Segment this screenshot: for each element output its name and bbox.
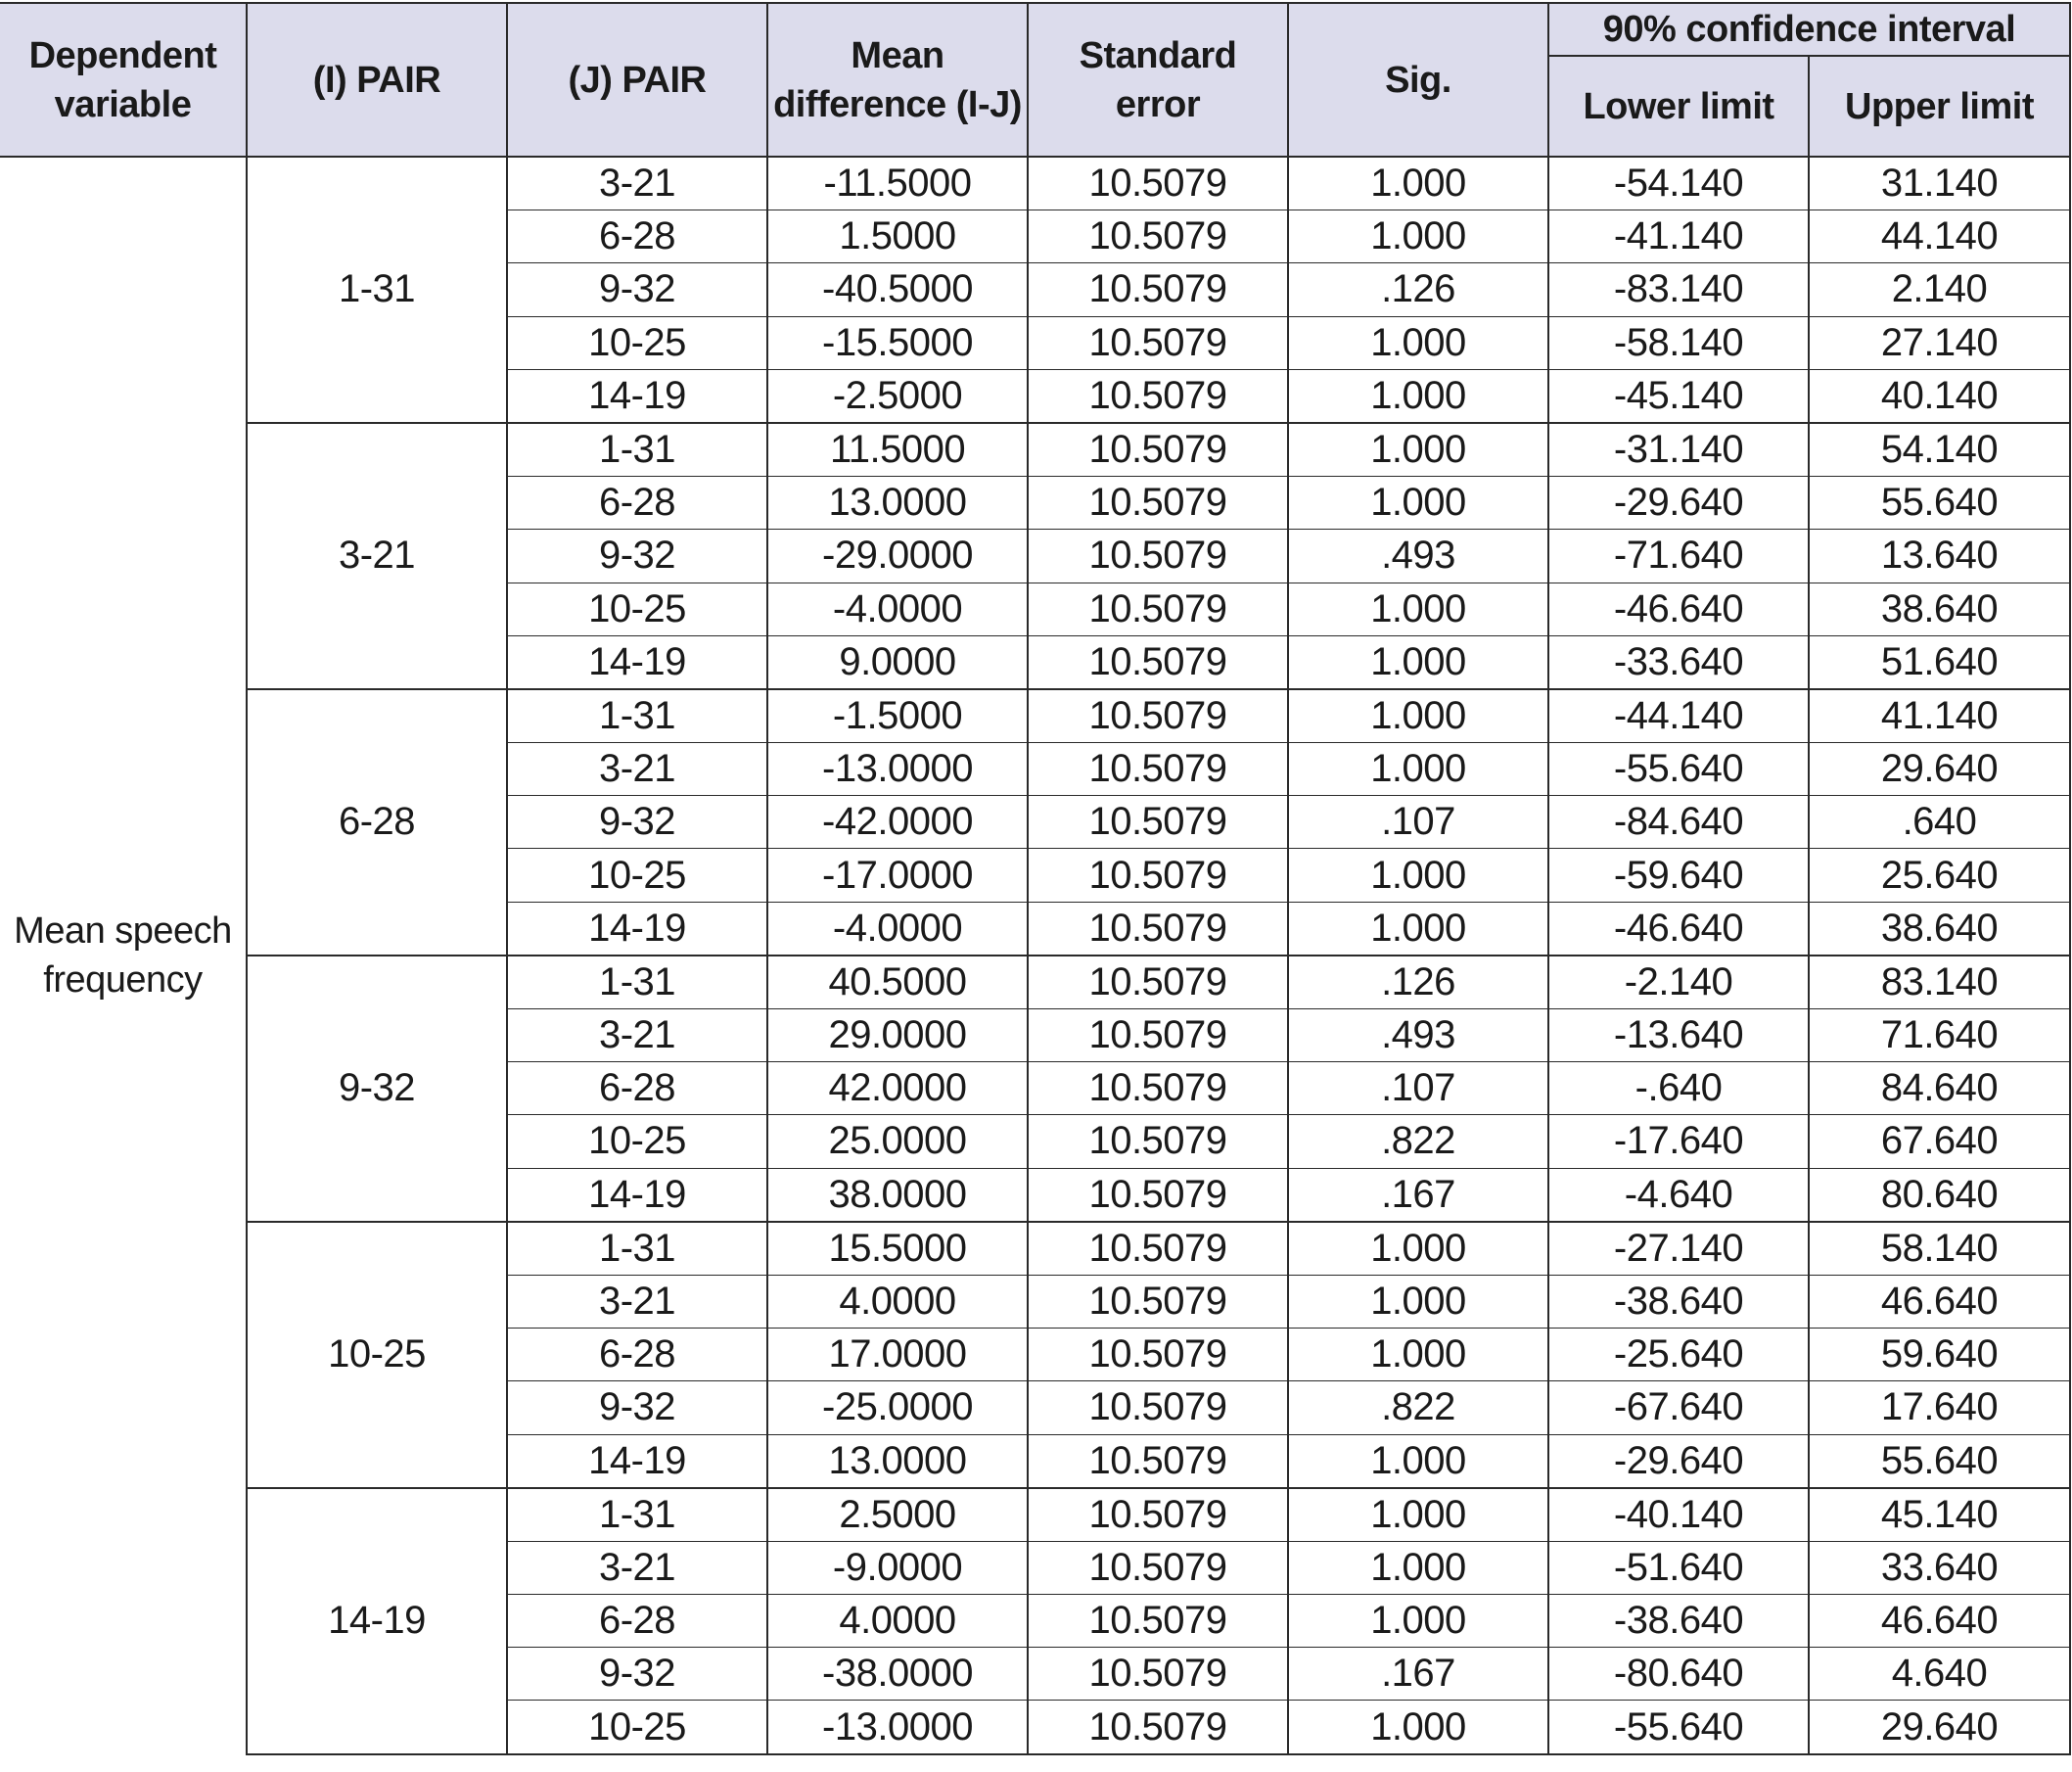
standard-error-cell: 10.5079	[1028, 316, 1288, 369]
upper-limit-cell: 55.640	[1809, 477, 2070, 530]
lower-limit-cell: -45.140	[1548, 369, 1809, 423]
j-pair-cell: 6-28	[507, 477, 767, 530]
header-confidence-interval: 90% confidence interval	[1548, 3, 2070, 56]
upper-limit-cell: 38.640	[1809, 902, 2070, 956]
table-body	[0, 157, 2070, 1754]
standard-error-cell: 10.5079	[1028, 263, 1288, 316]
upper-limit-cell: 29.640	[1809, 1701, 2070, 1754]
table-row	[0, 157, 2070, 210]
upper-limit-cell: 54.140	[1809, 423, 2070, 477]
i-pair-cell: 14-19	[247, 1488, 507, 1754]
upper-limit-cell: 80.640	[1809, 1168, 2070, 1222]
upper-limit-cell: 51.640	[1809, 635, 2070, 689]
sig-cell: 1.000	[1288, 1275, 1548, 1328]
sig-cell: .167	[1288, 1168, 1548, 1222]
mean-difference-cell: 13.0000	[767, 477, 1028, 530]
standard-error-cell: 10.5079	[1028, 689, 1288, 743]
mean-difference-cell: -11.5000	[767, 157, 1028, 210]
lower-limit-cell: -4.640	[1548, 1168, 1809, 1222]
lower-limit-cell: -58.140	[1548, 316, 1809, 369]
j-pair-cell: 14-19	[507, 369, 767, 423]
mean-difference-cell: 38.0000	[767, 1168, 1028, 1222]
lower-limit-cell: -25.640	[1548, 1329, 1809, 1381]
standard-error-cell: 10.5079	[1028, 1595, 1288, 1648]
standard-error-cell: 10.5079	[1028, 743, 1288, 796]
sig-cell: .822	[1288, 1115, 1548, 1168]
j-pair-cell: 1-31	[507, 956, 767, 1009]
standard-error-cell: 10.5079	[1028, 1541, 1288, 1594]
sig-cell: .107	[1288, 1062, 1548, 1115]
upper-limit-cell: 17.640	[1809, 1381, 2070, 1434]
mean-difference-cell: -15.5000	[767, 316, 1028, 369]
sig-cell: 1.000	[1288, 689, 1548, 743]
sig-cell: 1.000	[1288, 1595, 1548, 1648]
upper-limit-cell: 29.640	[1809, 743, 2070, 796]
j-pair-cell: 14-19	[507, 902, 767, 956]
mean-difference-cell: 2.5000	[767, 1488, 1028, 1542]
lower-limit-cell: -67.640	[1548, 1381, 1809, 1434]
i-pair-cell: 3-21	[247, 423, 507, 689]
j-pair-cell: 1-31	[507, 1222, 767, 1276]
lower-limit-cell: -84.640	[1548, 796, 1809, 849]
sig-cell: 1.000	[1288, 743, 1548, 796]
mean-difference-cell: -4.0000	[767, 902, 1028, 956]
mean-difference-cell: 4.0000	[767, 1275, 1028, 1328]
lower-limit-cell: -41.140	[1548, 210, 1809, 263]
header-i-pair: (I) PAIR	[247, 3, 507, 157]
table-row	[0, 423, 2070, 477]
j-pair-cell: 10-25	[507, 1115, 767, 1168]
j-pair-cell: 3-21	[507, 743, 767, 796]
lower-limit-cell: -80.640	[1548, 1648, 1809, 1701]
upper-limit-cell: 83.140	[1809, 956, 2070, 1009]
standard-error-cell: 10.5079	[1028, 1381, 1288, 1434]
mean-difference-cell: 1.5000	[767, 210, 1028, 263]
standard-error-cell: 10.5079	[1028, 1115, 1288, 1168]
mean-difference-cell: 13.0000	[767, 1434, 1028, 1488]
standard-error-cell: 10.5079	[1028, 477, 1288, 530]
sig-cell: 1.000	[1288, 369, 1548, 423]
sig-cell: .493	[1288, 530, 1548, 583]
table-row	[0, 1222, 2070, 1276]
lower-limit-cell: -13.640	[1548, 1009, 1809, 1062]
mean-difference-cell: 25.0000	[767, 1115, 1028, 1168]
sig-cell: 1.000	[1288, 635, 1548, 689]
mean-difference-cell: 11.5000	[767, 423, 1028, 477]
lower-limit-cell: -38.640	[1548, 1275, 1809, 1328]
table-row	[0, 1488, 2070, 1542]
standard-error-cell: 10.5079	[1028, 583, 1288, 635]
upper-limit-cell: 2.140	[1809, 263, 2070, 316]
j-pair-cell: 3-21	[507, 1275, 767, 1328]
upper-limit-cell: 45.140	[1809, 1488, 2070, 1542]
lower-limit-cell: -33.640	[1548, 635, 1809, 689]
j-pair-cell: 9-32	[507, 1648, 767, 1701]
lower-limit-cell: -51.640	[1548, 1541, 1809, 1594]
lower-limit-cell: -.640	[1548, 1062, 1809, 1115]
sig-cell: .126	[1288, 263, 1548, 316]
lower-limit-cell: -46.640	[1548, 583, 1809, 635]
standard-error-cell: 10.5079	[1028, 423, 1288, 477]
header-j-pair: (J) PAIR	[507, 3, 767, 157]
j-pair-cell: 9-32	[507, 263, 767, 316]
sig-cell: 1.000	[1288, 1329, 1548, 1381]
sig-cell: .107	[1288, 796, 1548, 849]
standard-error-cell: 10.5079	[1028, 1168, 1288, 1222]
j-pair-cell: 1-31	[507, 689, 767, 743]
sig-cell: 1.000	[1288, 423, 1548, 477]
header-upper-limit: Upper limit	[1809, 56, 2070, 157]
mean-difference-cell: 4.0000	[767, 1595, 1028, 1648]
standard-error-cell: 10.5079	[1028, 849, 1288, 902]
standard-error-cell: 10.5079	[1028, 796, 1288, 849]
i-pair-cell: 10-25	[247, 1222, 507, 1488]
mean-difference-cell: 40.5000	[767, 956, 1028, 1009]
j-pair-cell: 9-32	[507, 796, 767, 849]
j-pair-cell: 9-32	[507, 1381, 767, 1434]
standard-error-cell: 10.5079	[1028, 530, 1288, 583]
lower-limit-cell: -44.140	[1548, 689, 1809, 743]
standard-error-cell: 10.5079	[1028, 956, 1288, 1009]
sig-cell: 1.000	[1288, 316, 1548, 369]
sig-cell: 1.000	[1288, 157, 1548, 210]
sig-cell: .822	[1288, 1381, 1548, 1434]
mean-difference-cell: -25.0000	[767, 1381, 1028, 1434]
sig-cell: 1.000	[1288, 1701, 1548, 1754]
standard-error-cell: 10.5079	[1028, 1701, 1288, 1754]
j-pair-cell: 3-21	[507, 1541, 767, 1594]
lower-limit-cell: -40.140	[1548, 1488, 1809, 1542]
mean-difference-cell: -4.0000	[767, 583, 1028, 635]
j-pair-cell: 3-21	[507, 157, 767, 210]
upper-limit-cell: 71.640	[1809, 1009, 2070, 1062]
sig-cell: 1.000	[1288, 1488, 1548, 1542]
mean-difference-cell: -40.5000	[767, 263, 1028, 316]
upper-limit-cell: 44.140	[1809, 210, 2070, 263]
mean-difference-cell: 17.0000	[767, 1329, 1028, 1381]
upper-limit-cell: 31.140	[1809, 157, 2070, 210]
sig-cell: 1.000	[1288, 1222, 1548, 1276]
j-pair-cell: 14-19	[507, 1434, 767, 1488]
upper-limit-cell: 25.640	[1809, 849, 2070, 902]
header-standard-error: Standard error	[1028, 3, 1288, 157]
mean-difference-cell: 9.0000	[767, 635, 1028, 689]
mean-difference-cell: 42.0000	[767, 1062, 1028, 1115]
upper-limit-cell: 67.640	[1809, 1115, 2070, 1168]
standard-error-cell: 10.5079	[1028, 1222, 1288, 1276]
lower-limit-cell: -54.140	[1548, 157, 1809, 210]
sig-cell: .493	[1288, 1009, 1548, 1062]
j-pair-cell: 10-25	[507, 583, 767, 635]
header-lower-limit: Lower limit	[1548, 56, 1809, 157]
j-pair-cell: 1-31	[507, 423, 767, 477]
lower-limit-cell: -59.640	[1548, 849, 1809, 902]
j-pair-cell: 6-28	[507, 210, 767, 263]
mean-difference-cell: 29.0000	[767, 1009, 1028, 1062]
j-pair-cell: 1-31	[507, 1488, 767, 1542]
j-pair-cell: 9-32	[507, 530, 767, 583]
lower-limit-cell: -29.640	[1548, 477, 1809, 530]
mean-difference-cell: -13.0000	[767, 1701, 1028, 1754]
mean-difference-cell: -9.0000	[767, 1541, 1028, 1594]
lower-limit-cell: -46.640	[1548, 902, 1809, 956]
standard-error-cell: 10.5079	[1028, 902, 1288, 956]
j-pair-cell: 6-28	[507, 1062, 767, 1115]
upper-limit-cell: 58.140	[1809, 1222, 2070, 1276]
standard-error-cell: 10.5079	[1028, 1062, 1288, 1115]
upper-limit-cell: 13.640	[1809, 530, 2070, 583]
mean-difference-cell: -17.0000	[767, 849, 1028, 902]
i-pair-cell: 6-28	[247, 689, 507, 956]
lower-limit-cell: -71.640	[1548, 530, 1809, 583]
sig-cell: 1.000	[1288, 210, 1548, 263]
upper-limit-cell: .640	[1809, 796, 2070, 849]
lower-limit-cell: -38.640	[1548, 1595, 1809, 1648]
dependent-variable-cell: Mean speech frequency	[0, 157, 247, 1754]
sig-cell: 1.000	[1288, 1541, 1548, 1594]
mean-difference-cell: -1.5000	[767, 689, 1028, 743]
mean-difference-cell: -29.0000	[767, 530, 1028, 583]
j-pair-cell: 10-25	[507, 849, 767, 902]
mean-difference-cell: -38.0000	[767, 1648, 1028, 1701]
i-pair-cell: 9-32	[247, 956, 507, 1222]
upper-limit-cell: 59.640	[1809, 1329, 2070, 1381]
upper-limit-cell: 4.640	[1809, 1648, 2070, 1701]
standard-error-cell: 10.5079	[1028, 210, 1288, 263]
upper-limit-cell: 41.140	[1809, 689, 2070, 743]
upper-limit-cell: 33.640	[1809, 1541, 2070, 1594]
i-pair-cell: 1-31	[247, 157, 507, 423]
j-pair-cell: 6-28	[507, 1329, 767, 1381]
upper-limit-cell: 38.640	[1809, 583, 2070, 635]
header-sig: Sig.	[1288, 3, 1548, 157]
sig-cell: 1.000	[1288, 1434, 1548, 1488]
sig-cell: 1.000	[1288, 477, 1548, 530]
upper-limit-cell: 40.140	[1809, 369, 2070, 423]
j-pair-cell: 3-21	[507, 1009, 767, 1062]
upper-limit-cell: 46.640	[1809, 1275, 2070, 1328]
lower-limit-cell: -27.140	[1548, 1222, 1809, 1276]
mean-difference-cell: -42.0000	[767, 796, 1028, 849]
standard-error-cell: 10.5079	[1028, 157, 1288, 210]
lower-limit-cell: -2.140	[1548, 956, 1809, 1009]
lower-limit-cell: -17.640	[1548, 1115, 1809, 1168]
standard-error-cell: 10.5079	[1028, 1648, 1288, 1701]
sig-cell: 1.000	[1288, 583, 1548, 635]
mean-difference-cell: 15.5000	[767, 1222, 1028, 1276]
j-pair-cell: 10-25	[507, 316, 767, 369]
table-row	[0, 689, 2070, 743]
standard-error-cell: 10.5079	[1028, 635, 1288, 689]
upper-limit-cell: 84.640	[1809, 1062, 2070, 1115]
lower-limit-cell: -29.640	[1548, 1434, 1809, 1488]
upper-limit-cell: 46.640	[1809, 1595, 2070, 1648]
j-pair-cell: 6-28	[507, 1595, 767, 1648]
upper-limit-cell: 27.140	[1809, 316, 2070, 369]
header-dependent-variable: Dependent variable	[0, 3, 247, 157]
table-header	[0, 3, 2070, 157]
j-pair-cell: 14-19	[507, 635, 767, 689]
sig-cell: .126	[1288, 956, 1548, 1009]
header-mean-difference: Mean difference (I-J)	[767, 3, 1028, 157]
sig-cell: 1.000	[1288, 849, 1548, 902]
standard-error-cell: 10.5079	[1028, 369, 1288, 423]
sig-cell: 1.000	[1288, 902, 1548, 956]
standard-error-cell: 10.5079	[1028, 1434, 1288, 1488]
standard-error-cell: 10.5079	[1028, 1488, 1288, 1542]
sig-cell: .167	[1288, 1648, 1548, 1701]
lower-limit-cell: -55.640	[1548, 743, 1809, 796]
lower-limit-cell: -31.140	[1548, 423, 1809, 477]
mean-difference-cell: -2.5000	[767, 369, 1028, 423]
standard-error-cell: 10.5079	[1028, 1329, 1288, 1381]
standard-error-cell: 10.5079	[1028, 1009, 1288, 1062]
post-hoc-comparison-table	[0, 2, 2071, 1755]
table-row	[0, 956, 2070, 1009]
lower-limit-cell: -83.140	[1548, 263, 1809, 316]
upper-limit-cell: 55.640	[1809, 1434, 2070, 1488]
j-pair-cell: 14-19	[507, 1168, 767, 1222]
j-pair-cell: 10-25	[507, 1701, 767, 1754]
standard-error-cell: 10.5079	[1028, 1275, 1288, 1328]
lower-limit-cell: -55.640	[1548, 1701, 1809, 1754]
mean-difference-cell: -13.0000	[767, 743, 1028, 796]
